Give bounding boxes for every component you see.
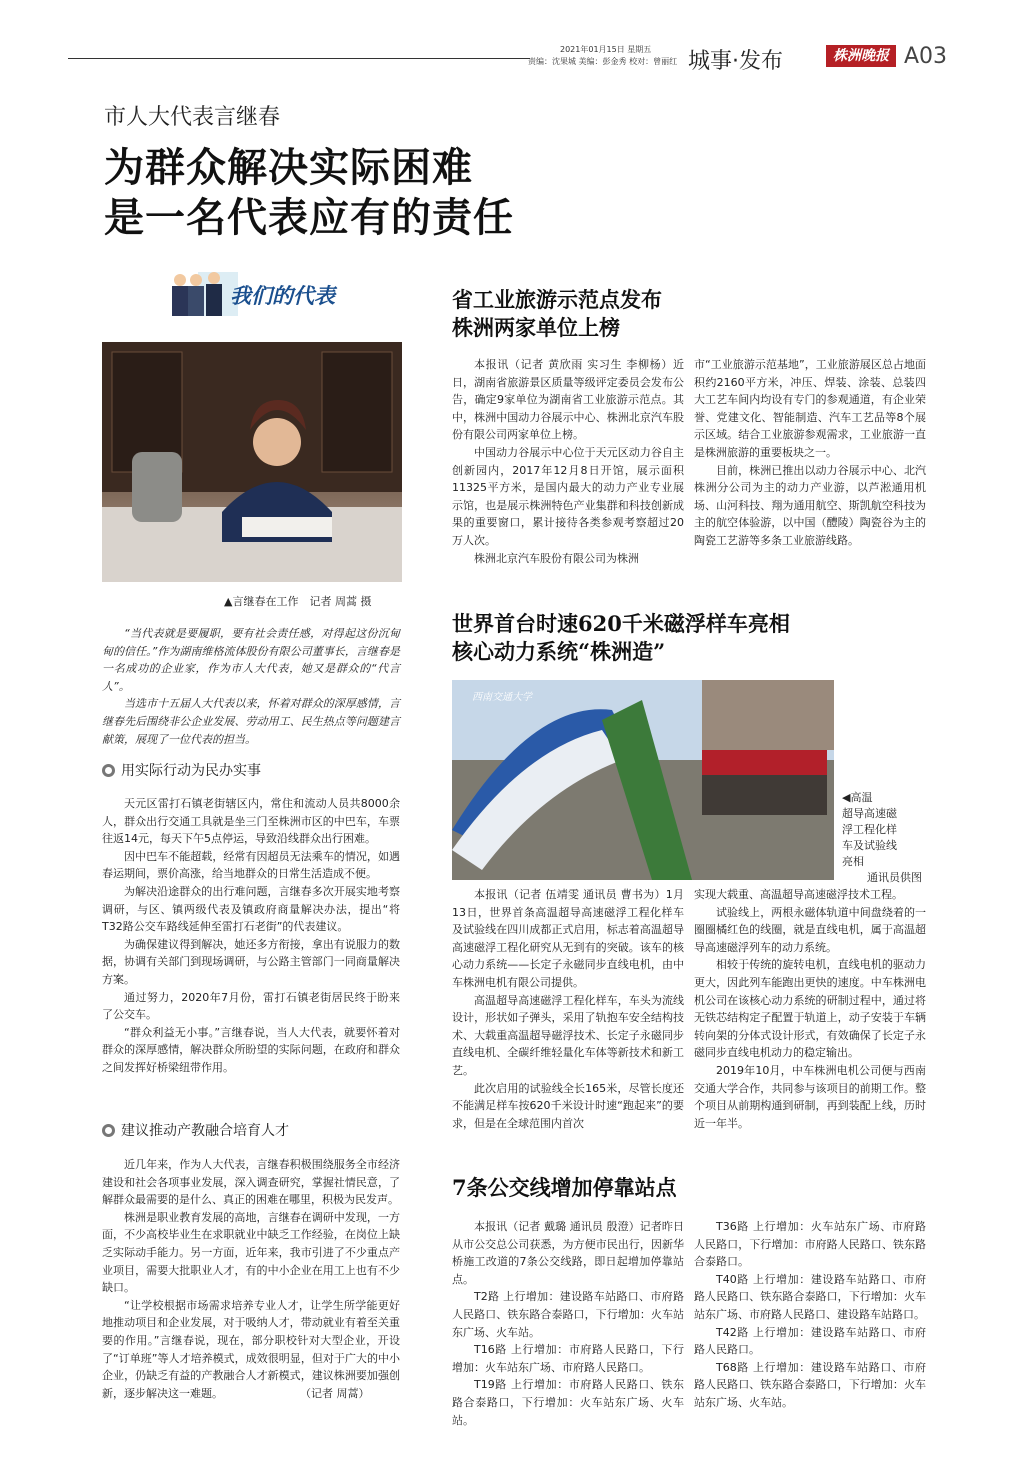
lead-headline-1: 为群众解决实际困难 (104, 145, 473, 191)
article2-headline-2: 核心动力系统“株洲造” (452, 639, 666, 664)
body-paragraph: T16路 上行增加：市府路人民路口，下行增加：火车站东广场、市府路人民路口。 (452, 1343, 684, 1374)
photo-label: 西南交通大学 (472, 692, 532, 703)
body-paragraph: “群众利益无小事。”言继春说，当人大代表，就要怀着对群众的深厚感情，解决群众所盼望的实际问题，在政府和群众之间发挥好桥梁纽带作用。 (102, 1025, 400, 1074)
body-paragraph: 为解决沿途群众的出行难问题，言继春多次开展实地考察调研，与区、镇两级代表及镇政府商量解决办法，提出“将T32路公交车路线延伸至雷打石老街”的代表建议。 (102, 884, 400, 934)
caption-line: ◀高温 (842, 791, 873, 804)
body-paragraph: 2019年10月，中车株洲电机公司便与西南交通大学合作，共同参与该项目的前期工作。整个项目从前期构通到研制，再到装配上线，历时近一年半。 (694, 1063, 926, 1130)
header-rule (68, 58, 530, 59)
article1-headline-2: 株洲两家单位上榜 (452, 315, 620, 340)
body-paragraph: 相较于传统的旋转电机，直线电机的驱动力更大，因此列车能跑出更快的速度。中车株洲电机公司在该核心动力系统的研制过程中，通过将无铁芯结构定子配置于轨道上，动子安装于车辆转向架的分体式设计形式，有效确保了长定子永磁同步直线电机动力的稳定输出。 (694, 958, 926, 1060)
lead-headline-2: 是一名代表应有的责任 (104, 195, 514, 241)
body-paragraph: 本报讯（记者 伍靖雯 通讯员 曹书为）1月13日，世界首条高温超导高速磁浮工程化样车及试验线在四川成都正式启用，标志着高温超导高速磁浮工程化研究从无到有的突破。该车的核心动力系统——长定子永磁同步直线电机，由中车株洲电机有限公司提供。 (452, 888, 684, 989)
body-paragraph: 高温超导高速磁浮工程化样车，车头为流线设计，形状如子弹头，采用了轨抱车安全结构技术、大载重高温超导磁浮技术、长定子永磁同步直线电机、全碳纤维轻量化车体等新技术和新工艺。 (452, 993, 684, 1077)
article1-col2 (694, 356, 926, 550)
intro-paragraph: “当代表就是要履职，要有社会责任感，对得起这份沉甸甸的信任。”作为湖南维格流体股份有限公司董事长，言继春是一名成功的企业家，作为市人大代表，她又是群众的“代言人”。 (102, 627, 400, 693)
article2-col2 (694, 886, 926, 1132)
subhead-1 (102, 760, 261, 780)
page-number: A03 (904, 44, 948, 69)
body-paragraph: 株洲北京汽车股份有限公司为株洲 (474, 551, 639, 565)
bullet-circle-icon (102, 1124, 115, 1137)
body-paragraph: T36路 上行增加：火车站东广场、市府路人民路口，下行增加：市府路人民路口、铁东路合泰路口。 (694, 1220, 926, 1269)
body-paragraph: 实现大载重、高温超导高速磁浮技术工程。 (694, 888, 903, 901)
body-paragraph: 本报讯（记者 戴璐 通讯员 殷澄）记者昨日从市公交总公司获悉，为方便市民出行，因新华桥施工改道的7条公交线路，即日起增加停靠站点。 (452, 1220, 684, 1286)
body-paragraph: 因中巴车不能超载，经常有因超员无法乘车的情况，如遇春运期间，票价高涨，给当地群众的日常生活造成不便。 (102, 849, 400, 881)
lead-kicker: 市人大代表言继春 (104, 105, 281, 130)
body-paragraph: 市“工业旅游示范基地”，工业旅游展区总占地面积约2160平方米，冲压、焊装、涂装、总装四大工艺车间内均设有专门的参观通道，有企业荣誉、党建文化、智能制造、汽车工艺品等8个展示区域。结合工业旅游参观需求，工业旅游一直是株洲旅游的重要板块之一。 (694, 358, 926, 459)
caption-line: 通讯员供图 (867, 871, 922, 884)
subhead-1-text: 用实际行动为民办实事 (121, 763, 261, 779)
body-paragraph: T68路 上行增加：建设路车站路口、市府路人民路口、铁东路合泰路口，下行增加：火车站东广场、火车站。 (694, 1360, 926, 1409)
photo-caption: ▲言继春在工作 记者 周蒿 摄 (224, 595, 372, 608)
lead-intro (102, 625, 400, 748)
bullet-circle-icon (102, 764, 115, 777)
lead-section-2 (102, 1156, 400, 1402)
body-paragraph: T19路 上行增加：市府路人民路口、铁东路合泰路口，下行增加：火车站东广场、火车站。 (452, 1378, 684, 1427)
body-paragraph: T40路 上行增加：建设路车站路口、市府路人民路口、铁东路合泰路口，下行增加：火车站东广场、市府路人民路口、建设路车站路口。 (694, 1272, 926, 1321)
caption-line: 亮相 (842, 855, 864, 868)
section-title: 城事·发布 (688, 49, 783, 74)
caption-line: 车及试验线 (842, 839, 897, 852)
issue-date: 2021年01月15日 星期五 (560, 45, 652, 54)
article3-col1 (452, 1218, 684, 1429)
body-paragraph: 天元区雷打石镇老街辖区内，常住和流动人员共8000余人，群众出行交通工具就是坐三门至株洲市区的中巴车，车票往返14元，每天下午5点停运，导致沿线群众出行困难。 (102, 797, 400, 846)
body-paragraph: 近几年来，作为人大代表，言继春积极围绕服务全市经济建设和社会各项事业发展，深入调查研究，掌握社情民意，了解群众最需要的是什么、真正的困难在哪里，积极为民发声。 (102, 1158, 400, 1207)
caption-line: 超导高速磁 (842, 807, 897, 820)
article2-headline-1: 世界首台时速620千米磁浮样车亮相 (452, 611, 790, 636)
article1-headline-1: 省工业旅游示范点发布 (452, 287, 662, 312)
body-paragraph: 为确保建议得到解决，她还多方衔接，拿出有说服力的数据，协调有关部门到现场调研，与公路主管部门一同商量解决方案。 (102, 937, 400, 986)
body-paragraph: 此次启用的试验线全长165米，尽管长度还不能满足样车按620千米设计时速“跑起来”的要求，但是在全球范围内首次 (452, 1081, 684, 1130)
maglev-photo (452, 680, 834, 880)
body-paragraph: 试验线上，两根永磁体轨道中间盘绕着的一圈圈橘红色的线圈，就是直线电机，属于高温超导高速磁浮列车的动力系统。 (694, 905, 926, 954)
office-scene-illustration (102, 342, 402, 582)
caption-line: 浮工程化样 (842, 823, 897, 836)
body-paragraph: 中国动力谷展示中心位于天元区动力谷自主创新园内，2017年12月8日开馆，展示面积11325平方米，是国内最大的动力产业专业展示馆，也是展示株洲特色产业集群和科技创新成果的重要窗口，累计接待各类参观考察超过20万人次。 (452, 445, 684, 547)
body-paragraph: T2路 上行增加：建设路车站路口、市府路人民路口、铁东路合泰路口，下行增加：火车站东广场、火车站。 (452, 1290, 684, 1339)
lead-section-1 (102, 795, 400, 1077)
article2-col1 (452, 886, 684, 1132)
article3-col2 (694, 1218, 926, 1412)
body-paragraph: 通过努力，2020年7月份，雷打石镇老街居民终于盼来了公交车。 (102, 990, 400, 1022)
subhead-2 (102, 1120, 289, 1140)
body-paragraph: 目前，株洲已推出以动力谷展示中心、北汽株洲分公司为主的动力产业游，以芦淞通用机场、山河科技、翔为通用航空、斯凯航空科技为主的航空体验游，以中国（醴陵）陶瓷谷为主的陶瓷工艺游等多条工业旅游线路。 (694, 463, 926, 547)
banner-text: 我们的代表 (230, 284, 335, 308)
subhead-2-text: 建议推动产教融合培育人才 (121, 1123, 289, 1139)
body-paragraph: 本报讯（记者 黄欣雨 实习生 李柳杨）近日，湖南省旅游景区质量等级评定委员会发布公告，确定9家单位为湖南省工业旅游示范点。其中，株洲中国动力谷展示中心、株洲北京汽车股份有限公司两家单位上榜。 (452, 358, 684, 442)
maglev-train-illustration (452, 680, 834, 880)
article3-headline: 7条公交线增加停靠站点 (452, 1175, 677, 1200)
representative-photo (102, 342, 402, 582)
article2-caption (842, 790, 922, 886)
body-paragraph: 株洲是职业教育发展的高地，言继春在调研中发现，一方面，不少高校毕业生在求职就业中缺乏工作经验，在岗位上缺乏实际动手能力。另一方面，近年来，我市引进了不少重点产业项目，需要大批职业人才，有的中小企业在用工上也有不少缺口。 (102, 1210, 400, 1295)
article1-col1 (452, 356, 684, 567)
intro-paragraph: 当选市十五届人大代表以来，怀着对群众的深厚感情，言继春先后围绕非公企业发展、劳动用工、民生热点等问题建言献策，展现了一位代表的担当。 (102, 697, 400, 746)
body-paragraph: “让学校根据市场需求培养专业人才，让学生所学能更好地推动项目和企业发展，对于吸纳人才，带动就业有着至关重要的作用。”言继春说，现在，部分职校针对大型企业，开设了“订单班”等人才培养模式，成效很明显，但对于广大的中小企业，仍缺乏有益的产教融合人才新模式，建议株洲要加强创新，逐步解决这一难题。 （记者 周蒿） (102, 1298, 400, 1400)
editor-credits: 责编：沈果城 美编：彭金秀 校对：曾丽红 (528, 57, 678, 66)
newspaper-logo: 株洲晚报 (826, 45, 896, 67)
body-paragraph: T42路 上行增加：建设路车站路口、市府路人民路口。 (694, 1325, 926, 1357)
our-representatives-banner (168, 266, 338, 322)
